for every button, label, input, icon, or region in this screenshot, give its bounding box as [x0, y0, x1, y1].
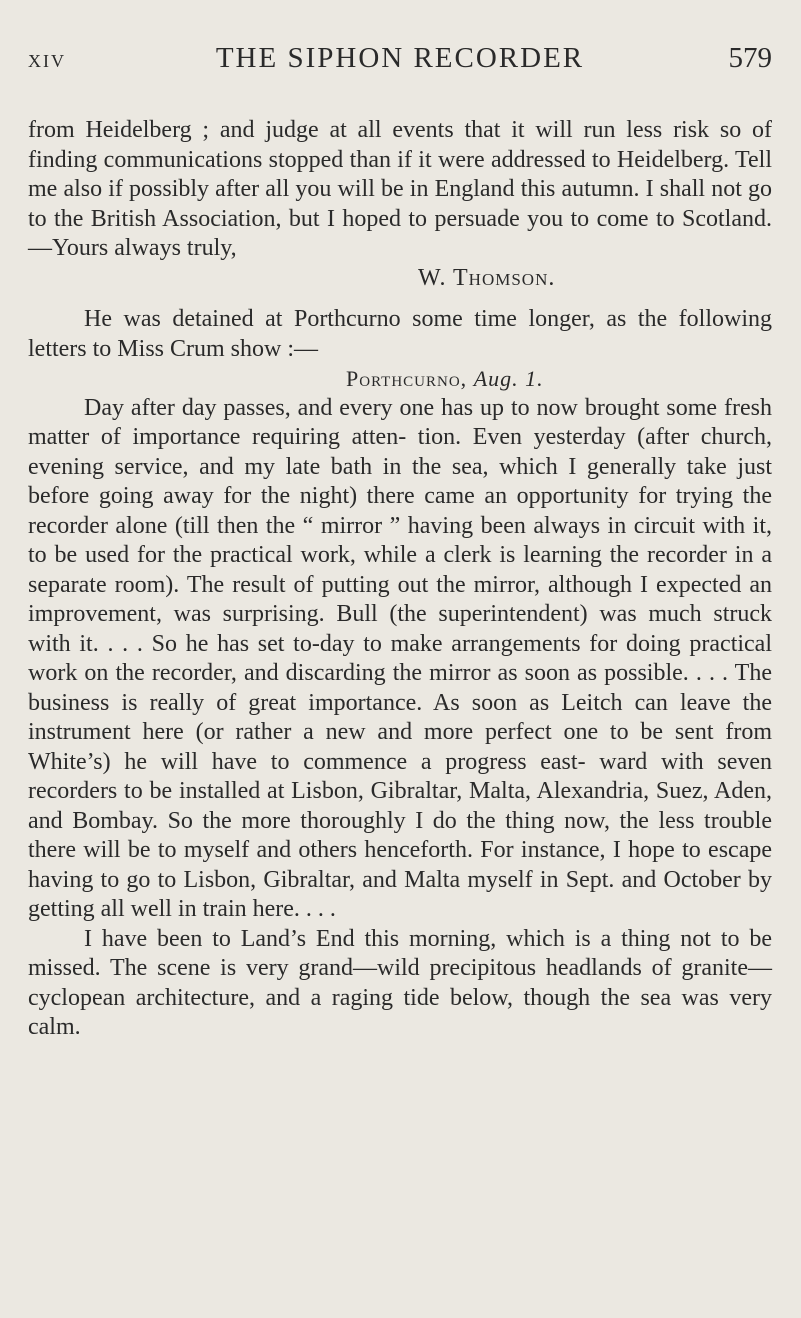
letter-body-paragraph: Day after day passes, and every one has up to now brought some fresh matter of importance requiring atten- tion. Even yesterday (after church, evening service, and my late bath in the sea, which I generally take just before going away for the night) there came an opportunity for trying the recorder alone (till then the “ mirror ” having been always in circuit with it, to be used for the practical work, while a clerk is learning the recorder in a separate room). The result of putting out the mirror, although I expected an improvement, was surprising. Bull (the superintendent) was much struck with it. . . . So he has set to-day to make arrangements for doing practical work on the recorder, and discarding the mirror as soon as possible. . . . The business is really of great importance. As soon as Leitch can leave the instrument here (or rather a new and more perfect one to be sent from White’s) he will have to commence a progress east- ward with seven recorders to be installed at Lisbon, Gibraltar, Malta, Alexandria, Suez, Aden, and Bombay. So the more thoroughly I do the thing now, the less trouble there will be to myself and others henceforth. For instance, I hope to escape having to go to Lisbon, Gibraltar, and Malta myself in Sept. and October by getting all well in train here. . . .	[28, 394, 772, 922]
letter-body-paragraph: I have been to Land’s End this morning, which is a thing not to be missed. The scene is very grand—wild precipitous headlands of granite—cyclopean architecture, and a raging tide below, though the sea was very calm.	[28, 925, 772, 1040]
book-page	[28, 42, 772, 1043]
running-header	[28, 42, 772, 82]
letter-dateline	[28, 364, 772, 394]
page-number: 579	[728, 42, 772, 74]
chapter-number: XIV	[28, 51, 66, 71]
narrative-paragraph: He was detained at Porthcurno some time longer, as the following letters to Miss Crum show :—	[28, 306, 772, 362]
letter-closing-paragraph: from Heidelberg ; and judge at all events that it will run less risk so of finding communications stopped than if it were addressed to Heidelberg. Tell me also if possibly after all you will be in England this autumn. I shall not go to the British Association, but I hoped to persuade you to come to Scotland.—Yours always truly,	[28, 117, 772, 261]
dateline-date: Aug. 1.	[473, 366, 544, 391]
signature: W. Thomson.	[418, 264, 556, 291]
dateline-place: Porthcurno,	[346, 366, 468, 391]
running-title: THE SIPHON RECORDER	[215, 42, 585, 74]
